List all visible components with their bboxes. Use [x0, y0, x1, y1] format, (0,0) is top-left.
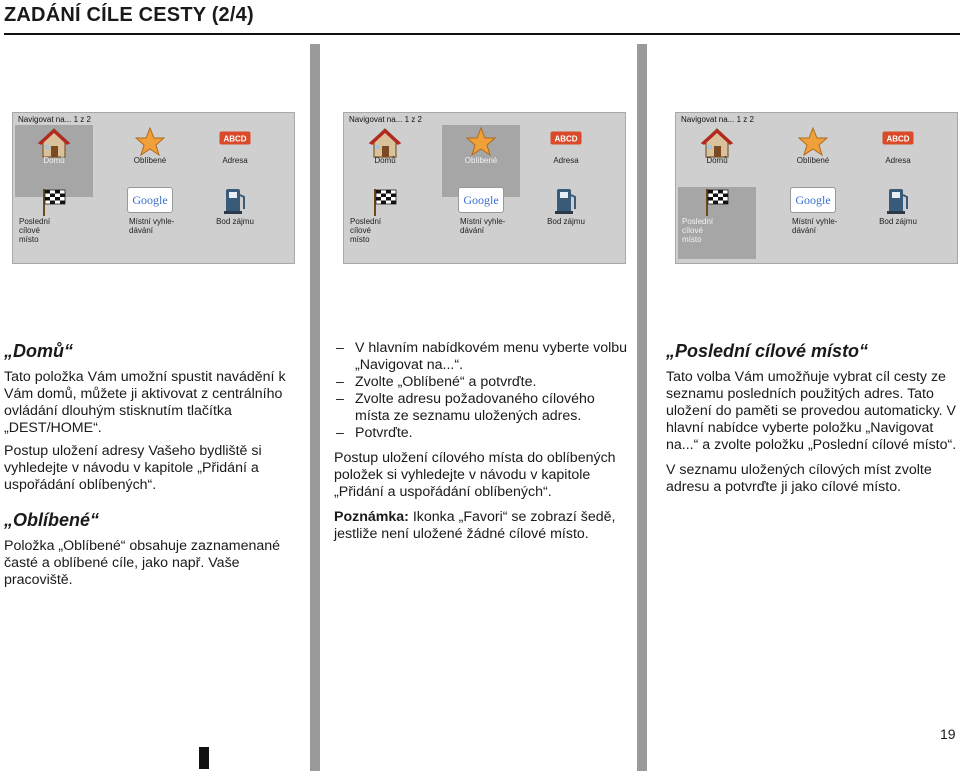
- heading-favorites: „Oblíbené“: [4, 510, 100, 530]
- tile-label: Adresa: [885, 156, 911, 165]
- tile-last-destination[interactable]: [346, 187, 424, 259]
- screen-title: Navigovat na... 1 z 2: [18, 115, 91, 124]
- step-item: – V hlavním nabídkovém menu vyberte volbu „Navigovat na...“.: [334, 340, 630, 374]
- checkered-flag-icon: [371, 187, 399, 217]
- tile-label: Bod zájmu: [216, 217, 254, 226]
- fuel-pump-icon: [885, 187, 911, 215]
- checkered-flag-icon: [40, 187, 68, 217]
- svg-text:ABCD: ABCD: [554, 134, 578, 144]
- star-icon: [466, 127, 496, 157]
- tile-label: Místní vyhle- dávání: [460, 217, 506, 235]
- paragraph-last-2: V seznamu uložených cílových míst zvolte adresu a potvrďte ji jako cílové místo.: [666, 462, 932, 495]
- google-icon: Google: [790, 187, 836, 213]
- paragraph-favorites: Položka „Oblíbené“ obsahuje zaznamenané časté a oblíbené cíle, jako např. Vaše pracoviště.: [4, 538, 281, 588]
- tile-label: Místní vyhle- dávání: [129, 217, 175, 235]
- star-icon: [135, 127, 165, 157]
- checkered-flag-icon: [703, 187, 731, 217]
- column-divider-right: [637, 44, 647, 771]
- nav-screen-favorites: [343, 112, 626, 264]
- svg-text:ABCD: ABCD: [886, 134, 910, 144]
- home-icon: [368, 127, 402, 159]
- tile-label: Adresa: [553, 156, 579, 165]
- tile-poi[interactable]: [859, 187, 937, 259]
- tile-last-destination[interactable]: [15, 187, 93, 259]
- tile-label: Domů: [706, 156, 728, 165]
- tile-local-search[interactable]: [442, 187, 520, 259]
- abcd-icon: [219, 131, 251, 145]
- tile-label: Poslední cílové místo: [19, 217, 51, 244]
- tile-label: Oblíbené: [133, 156, 167, 165]
- tile-local-search[interactable]: [774, 187, 852, 259]
- tile-label: Oblíbené: [464, 156, 498, 165]
- heading-last-destination: „Poslední cílové místo“: [666, 341, 869, 361]
- tile-label: Poslední cílové místo: [350, 217, 382, 244]
- fuel-pump-icon: [222, 187, 248, 215]
- nav-screen-last-destination: [675, 112, 958, 264]
- page-marker: [199, 747, 209, 769]
- abcd-icon: [882, 131, 914, 145]
- abcd-icon: [550, 131, 582, 145]
- tile-label: Poslední cílové místo: [682, 217, 714, 244]
- home-icon: [700, 127, 734, 159]
- note: [334, 509, 630, 543]
- column-favorites-steps: [334, 340, 630, 549]
- steps-list: [334, 340, 630, 442]
- tile-label: Místní vyhle- dávání: [792, 217, 838, 235]
- note-text: Ikonka „Favori“ se zobrazí šedě, jestliže není uložené žádné cílové místo.: [334, 509, 616, 542]
- google-icon: Google: [127, 187, 173, 213]
- step-item: – Zvolte „Oblíbené“ a potvrďte.: [334, 374, 630, 391]
- step-item: – Zvolte adresu požadovaného cílového místa ze seznamu uložených adres.: [334, 391, 630, 425]
- page-number: 19: [940, 726, 956, 742]
- nav-screen-home: [12, 112, 295, 264]
- step-item: – Potvrďte.: [334, 425, 630, 442]
- paragraph-home-2: Postup uložení adresy Vašeho bydliště si vyhledejte v návodu v kapitole „Přidání a uspořádání oblíbených“.: [4, 443, 262, 493]
- title-rule: [4, 33, 960, 35]
- screen-title: Navigovat na... 1 z 2: [349, 115, 422, 124]
- tile-label: Adresa: [222, 156, 248, 165]
- home-icon: [37, 127, 71, 159]
- tile-poi[interactable]: [196, 187, 274, 259]
- star-icon: [798, 127, 828, 157]
- page-title: ZADÁNÍ CÍLE CESTY (2/4): [4, 4, 254, 26]
- column-divider-left: [310, 44, 320, 771]
- fuel-pump-icon: [553, 187, 579, 215]
- column-home-favorites: [4, 343, 296, 595]
- paragraph-last-1: Tato volba Vám umožňuje vybrat cíl cesty ze seznamu posledních použitých adres. Tato uložení do paměti se provedou automaticky. V hlavní nabídce vyberte položku „Navigovat na...“ a zvolte položku „Poslední cílové místo“.: [666, 369, 957, 453]
- column-last-destination: [666, 343, 960, 502]
- svg-text:ABCD: ABCD: [223, 134, 247, 144]
- tile-label: Oblíbené: [796, 156, 830, 165]
- tile-poi[interactable]: [527, 187, 605, 259]
- note-label: Poznámka:: [334, 509, 409, 525]
- google-icon: Google: [458, 187, 504, 213]
- tile-label: Domů: [43, 156, 65, 165]
- heading-home: „Domů“: [4, 341, 73, 361]
- screen-title: Navigovat na... 1 z 2: [681, 115, 754, 124]
- tile-label: Domů: [374, 156, 396, 165]
- tile-local-search[interactable]: [111, 187, 189, 259]
- tile-last-destination[interactable]: [678, 187, 756, 259]
- tile-label: Bod zájmu: [547, 217, 585, 226]
- tile-label: Bod zájmu: [879, 217, 917, 226]
- paragraph-info: Postup uložení cílového místa do oblíbených položek si vyhledejte v návodu v kapitole „Přidání a uspořádání oblíbených“.: [334, 450, 616, 500]
- paragraph-home-1: Tato položka Vám umožní spustit navádění k Vám domů, můžete ji aktivovat z centrálního ovládání dlouhým stisknutím tlačítka „DEST/HOME“.: [4, 369, 286, 436]
